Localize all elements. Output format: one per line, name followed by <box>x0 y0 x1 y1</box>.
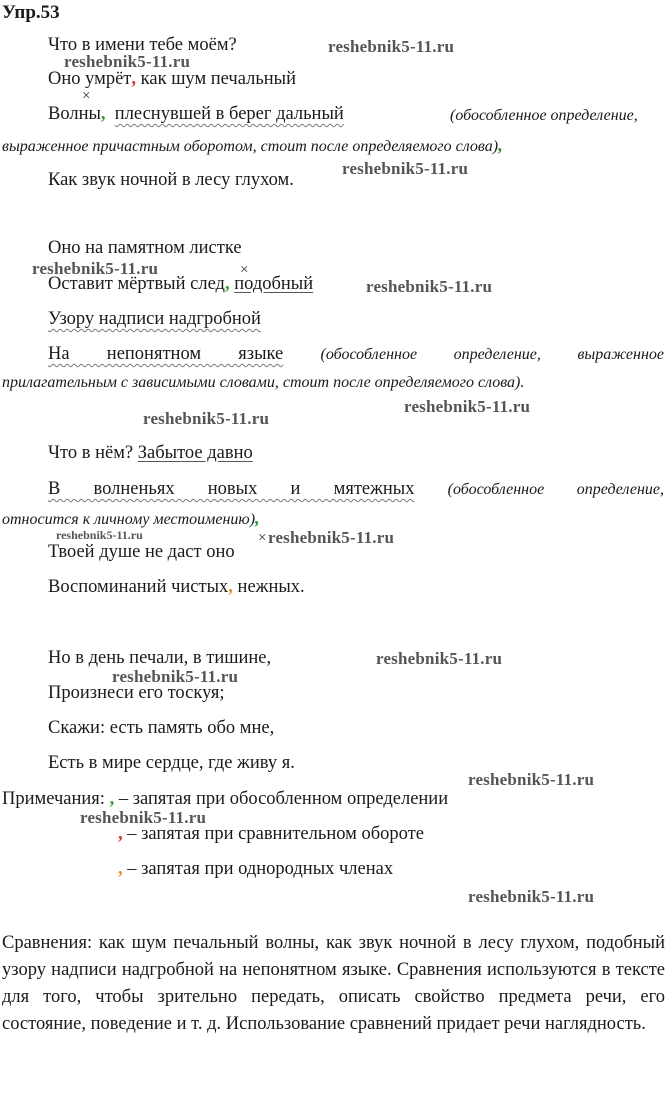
stanza2-note-b: прилагательным с зависимыми словами, стоит после определяемого слова). <box>2 374 525 391</box>
stanza4-line4: Есть в мире сердце, где живу я. <box>48 753 295 773</box>
notes-line1: Примечания: , – запятая при обособленном определении <box>2 789 449 809</box>
stanza4-line3: Скажи: есть память обо мне, <box>48 718 275 738</box>
watermark: reshebnik5-11.ru <box>468 770 595 789</box>
watermark: reshebnik5-11.ru <box>366 277 493 296</box>
stanza3-line4: Твоей душе не даст оно <box>48 542 235 562</box>
watermark: reshebnik5-11.ru <box>112 667 239 686</box>
notes-line2: , – запятая при сравнительном обороте <box>118 824 424 844</box>
stanza4-line1: Но в день печали, в тишине, <box>48 648 272 668</box>
watermark: reshebnik5-11.ru <box>342 159 469 178</box>
comparisons-paragraph: Сравнения: как шум печальный волны, как звук ночной в лесу глухом, подобный узору надписи надгробной на непонятном языке. Сравнения используются в тексте для того, чтобы зрительно передать, описать свойство предмета речи, его состояние, поведение и т. д. Использование сравнений придает речи наглядность. <box>2 933 665 1034</box>
watermark: reshebnik5-11.ru <box>268 528 395 547</box>
exercise-title: Упр.53 <box>2 2 60 23</box>
cross-mark: × <box>258 530 267 546</box>
watermark: reshebnik5-11.ru <box>376 649 503 668</box>
stanza1-line2: Оно умрёт, как шум печальный <box>48 69 297 89</box>
definition-comma: , <box>498 135 503 156</box>
stanza2-line2: Оставит мёртвый след, подобный <box>48 274 314 294</box>
watermark: reshebnik5-11.ru <box>143 409 270 428</box>
stanza3-line5: Воспоминаний чистых, нежных. <box>48 577 305 597</box>
definition-comma: , <box>224 274 230 294</box>
cross-mark: × <box>82 88 91 104</box>
stanza3-line1: Что в нём? Забытое давно <box>48 443 253 463</box>
definition-comma: , <box>255 508 260 529</box>
watermark: reshebnik5-11.ru <box>32 259 159 278</box>
stanza3-line2: В волненьях новых и мятежных (обособленное определение, <box>48 479 664 499</box>
stanza1-note-a: (обособленное определение, <box>450 107 638 124</box>
comparison-word: подобный <box>234 274 314 294</box>
stanza4-line2: Произнеси его тоскуя; <box>48 683 225 703</box>
watermark: reshebnik5-11.ru <box>56 528 143 542</box>
stanza1-line1: Что в имени тебе моём? <box>48 35 237 55</box>
cross-mark: × <box>240 262 249 278</box>
watermark: reshebnik5-11.ru <box>328 37 455 56</box>
definition-comma: , <box>100 104 106 124</box>
stanza2-line3: Узору надписи надгробной <box>48 309 261 329</box>
watermark: reshebnik5-11.ru <box>80 808 207 827</box>
stanza2-line1: Оно на памятном листке <box>48 238 242 258</box>
stanza2-line4: На непонятном языке (обособленное определение, выраженное <box>48 344 665 364</box>
watermark: reshebnik5-11.ru <box>468 887 595 906</box>
stanza3-note-b: относится к личному местоимению), <box>2 508 260 529</box>
notes-line3: , – запятая при однородных членах <box>118 859 394 879</box>
stanza1-note-b: выраженное причастным оборотом, стоит после определяемого слова), <box>2 135 503 156</box>
stanza1-line3: Волны, плеснувшей в берег дальный <box>48 104 344 124</box>
stanza1-line5: Как звук ночной в лесу глухом. <box>48 170 294 190</box>
watermark: reshebnik5-11.ru <box>64 52 191 71</box>
homogeneous-comma: , <box>228 577 233 597</box>
comparison-comma: , <box>131 69 137 89</box>
watermark: reshebnik5-11.ru <box>404 397 531 416</box>
participial-phrase: плеснувшей в берег дальный <box>114 104 344 124</box>
omitted-subject-phrase: Забытое давно <box>137 443 253 463</box>
